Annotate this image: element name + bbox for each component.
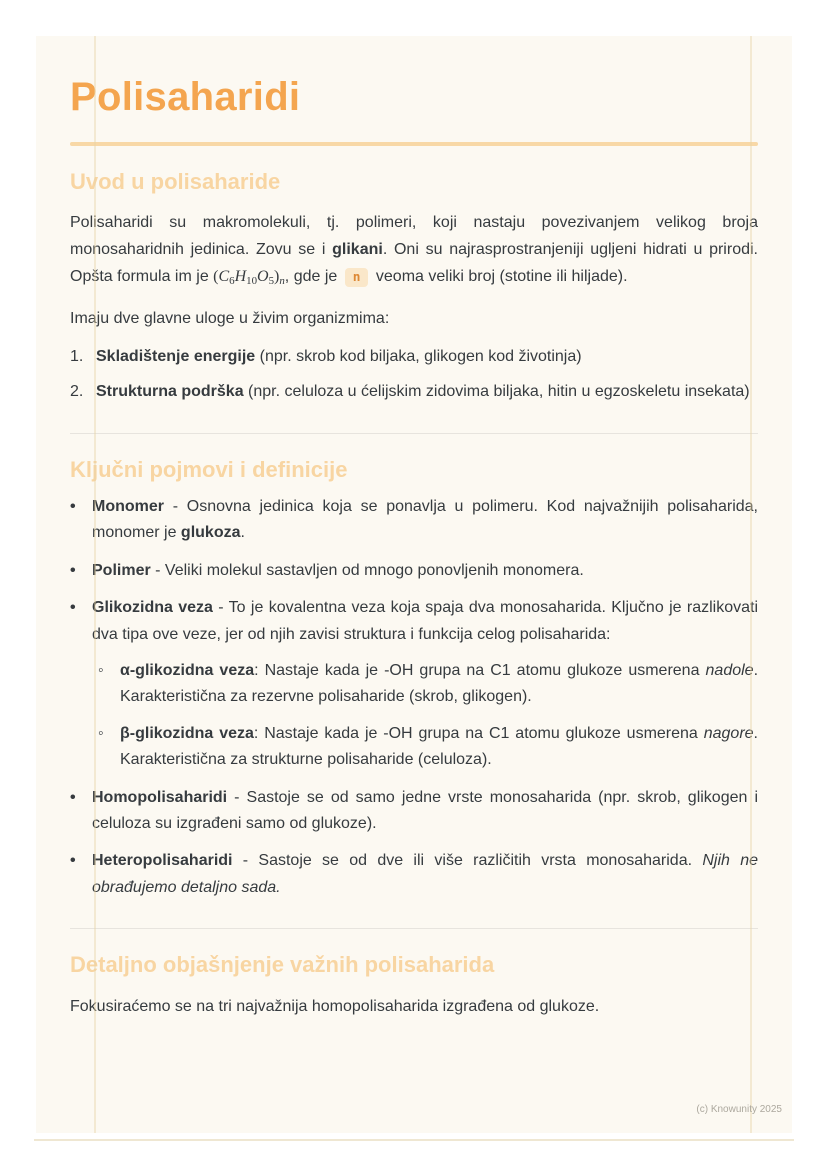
section-divider (70, 928, 758, 929)
detail-lead-paragraph: Fokusiraćemo se na tri najvažnija homopolisaharida izgrađena od glukoze. (70, 997, 600, 1015)
term-monomer: Monomer - Osnovna jedinica koja se ponavlja u polimeru. Kod najvažnijih polisaharida, monomer je glukoza. (92, 498, 758, 542)
roles-list (70, 344, 758, 406)
list-item (70, 379, 758, 405)
sub-bullet-icon: ◦ (98, 662, 104, 680)
terms-list (70, 494, 758, 901)
bullet-icon: • (70, 788, 76, 806)
bullet-icon: • (70, 498, 76, 516)
list-item (70, 595, 758, 773)
term-glikozidna-veza: Glikozidna veza - To je kovalentna veza koja spaja dva monosaharida. Ključno je razlikovati dva tipa ove veze, jer od njih zavisi struktura i funkcija celog polisaharida: (92, 599, 758, 643)
list-number: 2. (70, 383, 84, 401)
roles-lead-paragraph: Imaju dve glavne uloge u živim organizmima: (70, 310, 390, 328)
section-heading-detail: Detaljno objašnjenje važnih polisaharida (70, 952, 495, 978)
term-polimer: Polimer - Veliki molekul sastavljen od mnogo ponovljenih monomera. (92, 561, 584, 579)
bond-types-list (70, 658, 758, 774)
copyright-notice: (c) Knowunity 2025 (696, 1104, 782, 1115)
list-item (70, 848, 758, 901)
section-divider (70, 433, 758, 434)
term-heteropolisaharidi: Heteropolisaharidi - Sastoje se od dve ili više različitih vrsta monosaharida. Njih ne obrađujemo detaljno sada. (92, 852, 758, 896)
section-heading-terms: Ključni pojmovi i definicije (70, 456, 348, 482)
list-item (70, 558, 758, 584)
term-homopolisaharidi: Homopolisaharidi - Sastoje se od samo jedne vrste monosaharida (npr. skrob, glikogen i celuloza su izgrađeni samo od glukoze). (92, 788, 758, 832)
role-energy-storage: Skladištenje energije (npr. skrob kod biljaka, glikogen kod životinja) (96, 347, 582, 365)
sub-bullet-icon: ◦ (98, 724, 104, 742)
title-divider (70, 142, 758, 146)
list-item (98, 721, 758, 774)
list-item (70, 344, 758, 370)
bullet-icon: • (70, 561, 76, 579)
role-structural-support: Strukturna podrška (npr. celuloza u ćelijskim zidovima biljaka, hitin u egzoskeletu insekata) (96, 383, 750, 401)
bullet-icon: • (70, 852, 76, 870)
list-number: 1. (70, 347, 84, 365)
list-item (70, 494, 758, 547)
page-title: Polisaharidi (70, 75, 301, 119)
term-alpha-bond: α-glikozidna veza: Nastaje kada je -OH grupa na C1 atomu glukoze usmerena nadole. Karakteristična za rezervne polisaharide (skrob, glikogen). (120, 662, 759, 706)
list-item (70, 785, 758, 838)
term-beta-bond: β-glikozidna veza: Nastaje kada je -OH grupa na C1 atomu glukoze usmerena nagore. Karakteristična za strukturne polisaharide (celuloza). (120, 724, 758, 769)
page-crease-bottom (34, 1139, 794, 1141)
bullet-icon: • (70, 599, 76, 617)
intro-paragraph: Polisaharidi su makromolekuli, tj. polimeri, koji nastaju povezivanjem velikog broja monosaharidnih jedinica. Zovu se i glikani. Oni su najrasprostranjeniji ugljeni hidrati u prirodi. Opšta formula im je (C6H10O5)n, gde je n veoma veliki broj (stotine ili hiljade). (70, 214, 758, 288)
section-heading-intro: Uvod u polisaharide (70, 169, 281, 194)
document-page (36, 36, 792, 1133)
list-item (98, 658, 758, 711)
